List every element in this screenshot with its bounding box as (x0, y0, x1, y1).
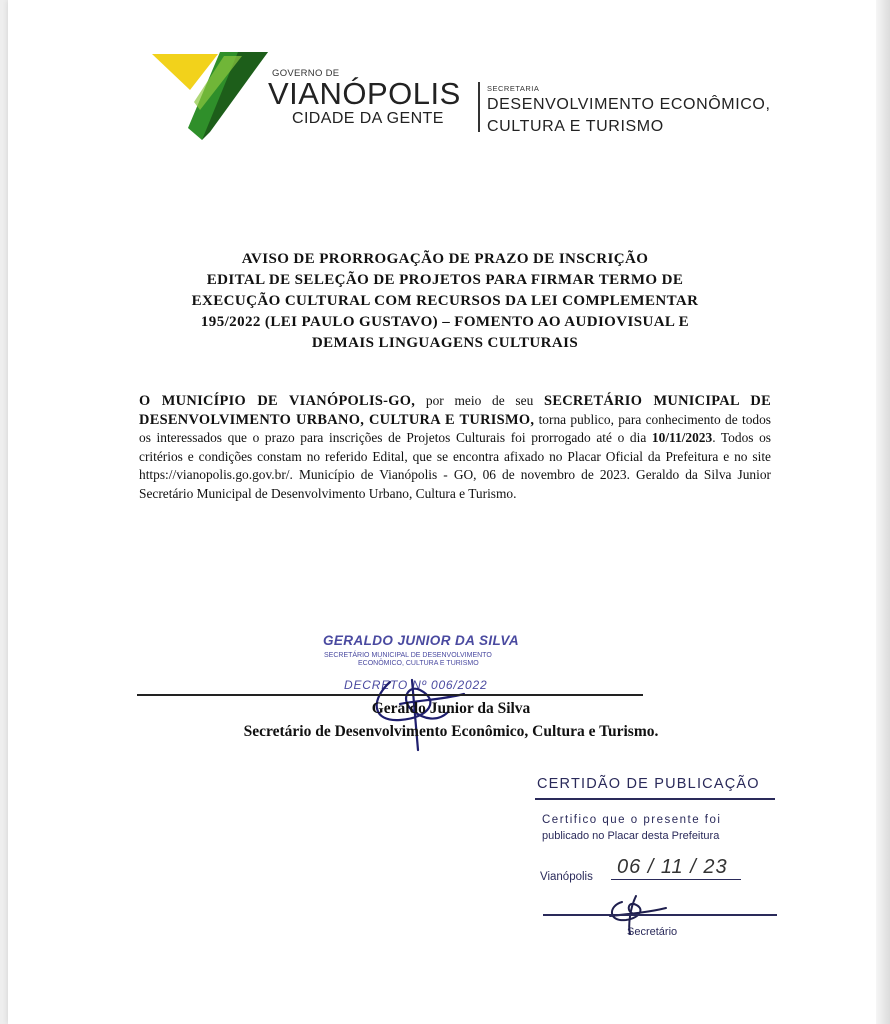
vianopolis-logo-icon (150, 48, 275, 144)
body-text-span: . Todos os critérios e condições constam no referido Edital, que se encontra afixado no Placar Oficial da Prefeitura e no site (139, 430, 772, 464)
notice-title (130, 249, 760, 354)
signer-role: Secretário de Desenvolvimento Econômico, Cultura e Turismo. (243, 723, 659, 740)
signature-line (137, 694, 643, 696)
certificate-text-line2: publicado no Placar desta Prefeitura (542, 830, 720, 842)
stamp-role-line2: ECONÔMICO, CULTURA E TURISMO (358, 660, 479, 667)
certificate-text-line1: Certifico que o presente foi (542, 814, 722, 826)
deadline-date: 10/11/2023 (651, 430, 713, 446)
site-link: https://vianopolis.go.gov.br/ (139, 467, 290, 483)
publication-certificate-stamp (535, 776, 785, 946)
secretaria-name-line2: CULTURA E TURISMO (487, 118, 664, 135)
signer-name: Geraldo Junior da Silva (371, 700, 531, 717)
header-divider (478, 82, 480, 132)
body-text-span: por meio de seu (415, 393, 545, 408)
certificate-handwritten-date: 06 / 11 / 23 (617, 856, 728, 878)
gov-small-label: GOVERNO DE (272, 68, 340, 79)
stamp-name: GERALDO JUNIOR DA SILVA (323, 633, 519, 648)
page-edge (876, 0, 890, 1024)
certificate-title: CERTIDÃO DE PUBLICAÇÃO (537, 776, 760, 792)
title-line: DEMAIS LINGUAGENS CULTURAIS (311, 335, 579, 351)
body-text-span: . Município de Vianópolis - GO, 06 de novembro de 2023. Geraldo da Silva Junior Secretário Municipal de Desenvolvimento Urbano, Cultura e Turismo. (139, 467, 771, 501)
certificate-role: Secretário (627, 926, 678, 938)
stamp-role-line1: SECRETÁRIO MUNICIPAL DE DESENVOLVIMENTO (324, 652, 492, 659)
secretaria-name-line1: DESENVOLVIMENTO ECONÔMICO, (487, 96, 771, 113)
secretaria-small-label: SECRETARIA (487, 84, 540, 93)
secretary-bold: SECRETÁRIO MUNICIPAL DE DESENVOLVIMENTO URBANO, CULTURA E TURISMO, (139, 393, 771, 428)
body-text-span: torna publico, para conhecimento de todos os interessados que o prazo para inscrições de Projetos Culturais foi prorrogado até o dia (139, 411, 771, 446)
certificate-date-line (611, 879, 741, 880)
title-line: EXECUÇÃO CULTURAL COM RECURSOS DA LEI COMPLEMENTAR (191, 293, 699, 309)
title-line: 195/2022 (LEI PAULO GUSTAVO) – FOMENTO AO AUDIOVISUAL E (200, 314, 690, 330)
notice-body (139, 392, 771, 504)
municipality-bold: O MUNICÍPIO DE VIANÓPOLIS-GO, (139, 393, 416, 409)
city-slogan: CIDADE DA GENTE (292, 110, 444, 127)
certificate-signature-line (543, 914, 777, 916)
city-name: VIANÓPOLIS (268, 76, 461, 111)
title-line: EDITAL DE SELEÇÃO DE PROJETOS PARA FIRMAR TERMO DE (206, 272, 684, 288)
stamp-decree: DECRETO Nº 006/2022 (344, 678, 488, 692)
certificate-title-underline (535, 798, 775, 800)
title-line: AVISO DE PRORROGAÇÃO DE PRAZO DE INSCRIÇÃO (241, 251, 649, 267)
certificate-city: Vianópolis (540, 871, 593, 883)
